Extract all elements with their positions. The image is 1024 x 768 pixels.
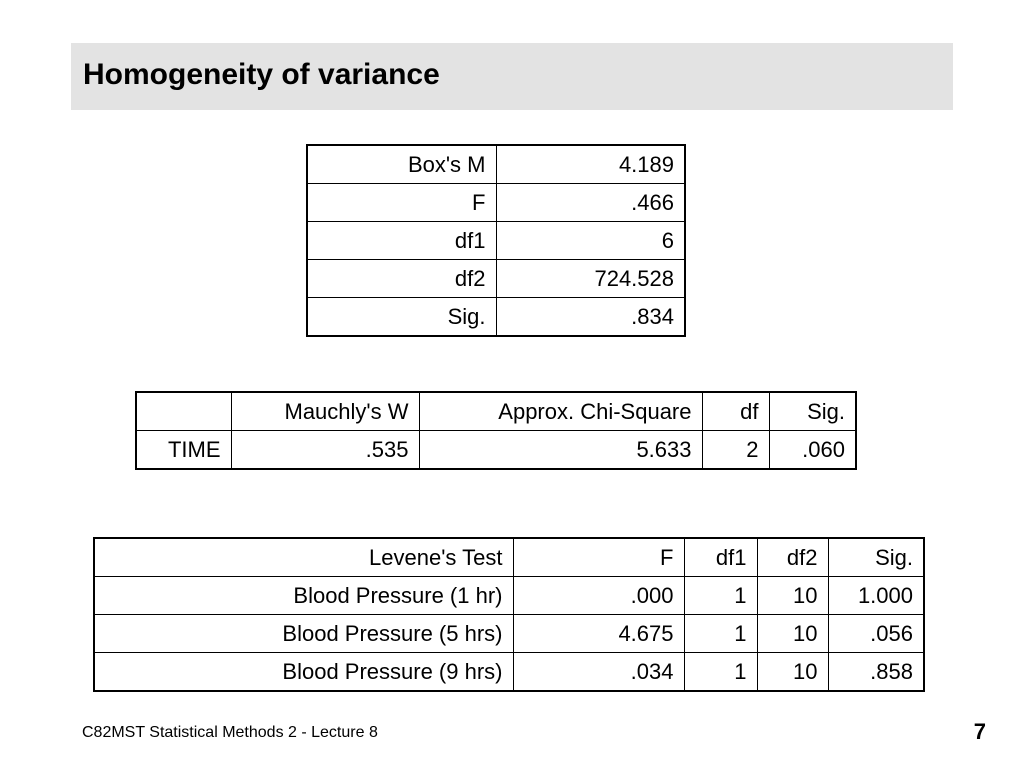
table-cell: .834: [496, 298, 685, 337]
table-row: [94, 577, 924, 615]
table-cell: df2: [307, 260, 496, 298]
table-row: [307, 298, 685, 337]
table-cell: 10: [757, 653, 828, 692]
table-cell: 1: [684, 577, 757, 615]
table-header-cell: F: [513, 538, 684, 577]
title-bar: [71, 43, 953, 110]
mauchly-table: [135, 391, 857, 470]
table-header-cell: Sig.: [828, 538, 924, 577]
box-m-table: [306, 144, 686, 337]
table-cell: 1: [684, 653, 757, 692]
table-header-row: [94, 538, 924, 577]
table-cell: .060: [769, 431, 856, 470]
footer-course-label: C82MST Statistical Methods 2 - Lecture 8: [82, 724, 378, 741]
table-cell: .466: [496, 184, 685, 222]
table-row: [307, 145, 685, 184]
table-row: [307, 222, 685, 260]
table-cell: .056: [828, 615, 924, 653]
table-header-row: [136, 392, 856, 431]
table-row: [136, 431, 856, 470]
table-cell: 6: [496, 222, 685, 260]
table-cell: 2: [702, 431, 769, 470]
table-cell: .034: [513, 653, 684, 692]
table-header-cell: df: [702, 392, 769, 431]
table-header-cell: Mauchly's W: [231, 392, 419, 431]
table-header-cell: Levene's Test: [94, 538, 513, 577]
table-cell: 4.675: [513, 615, 684, 653]
table-cell: Blood Pressure (9 hrs): [94, 653, 513, 692]
table-cell: Box's M: [307, 145, 496, 184]
table-cell: Blood Pressure (1 hr): [94, 577, 513, 615]
slide-title: Homogeneity of variance: [83, 58, 440, 91]
levene-table: [93, 537, 925, 692]
table-row: [307, 260, 685, 298]
table-header-cell: df2: [757, 538, 828, 577]
table-cell: 10: [757, 577, 828, 615]
table-header-cell: [136, 392, 231, 431]
table-cell: F: [307, 184, 496, 222]
table-row: [307, 184, 685, 222]
table-cell: 1: [684, 615, 757, 653]
table-cell: .000: [513, 577, 684, 615]
table-cell: 724.528: [496, 260, 685, 298]
table-header-cell: df1: [684, 538, 757, 577]
table-cell: 1.000: [828, 577, 924, 615]
table-header-cell: Approx. Chi-Square: [419, 392, 702, 431]
table-cell: .535: [231, 431, 419, 470]
page-number: 7: [973, 719, 986, 744]
table-cell: 4.189: [496, 145, 685, 184]
table-row: [94, 615, 924, 653]
table-cell: .858: [828, 653, 924, 692]
table-cell: Sig.: [307, 298, 496, 337]
table-header-cell: Sig.: [769, 392, 856, 431]
table-cell: 5.633: [419, 431, 702, 470]
table-cell: Blood Pressure (5 hrs): [94, 615, 513, 653]
table-cell: df1: [307, 222, 496, 260]
table-row: [94, 653, 924, 692]
table-cell: 10: [757, 615, 828, 653]
table-cell: TIME: [136, 431, 231, 470]
